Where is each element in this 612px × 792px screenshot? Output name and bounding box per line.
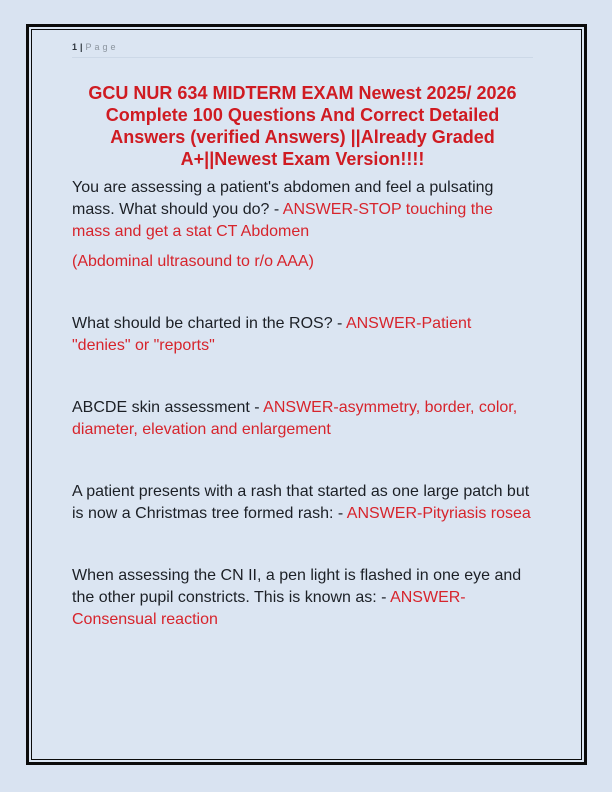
qa-item — [72, 177, 533, 273]
question-text: A patient presents with a rash that started as one large patch but is now a Christmas tree formed rash: - — [72, 483, 530, 522]
page-header — [72, 42, 533, 58]
qa-paragraph — [72, 177, 533, 243]
qa-item — [72, 313, 533, 357]
qa-paragraph — [72, 397, 533, 441]
answer-text: ANSWER-STOP touching the mass and get a stat CT Abdomen — [72, 201, 493, 240]
question-text: ABCDE skin assessment - — [72, 399, 264, 416]
page-number: 1 — [72, 42, 78, 52]
page-border-inner — [31, 29, 582, 760]
qa-paragraph — [72, 313, 533, 357]
page-header-separator: | — [80, 42, 83, 52]
answer-text: ANSWER-Consensual reaction — [72, 589, 466, 628]
question-text: You are assessing a patient's abdomen and feel a pulsating mass. What should you do? - — [72, 179, 494, 218]
qa-paragraph — [72, 481, 533, 525]
question-text: What should be charted in the ROS? - — [72, 315, 346, 332]
answer-text: ANSWER-Patient "denies" or "reports" — [72, 315, 472, 354]
qa-item — [72, 565, 533, 631]
question-text: When assessing the CN II, a pen light is flashed in one eye and the other pupil constricts. This is known as: - — [72, 567, 522, 606]
qa-item — [72, 481, 533, 525]
answer-note: (Abdominal ultrasound to r/o AAA) — [72, 253, 314, 270]
answer-text: ANSWER-asymmetry, border, color, diameter, elevation and enlargement — [72, 399, 518, 438]
document-page — [26, 24, 587, 765]
qa-paragraph — [72, 565, 533, 631]
qa-item — [72, 397, 533, 441]
page-label: Page — [85, 42, 119, 52]
answer-text: ANSWER-Pityriasis rosea — [346, 505, 531, 522]
document-title: GCU NUR 634 MIDTERM EXAM Newest 2025/ 2026 Complete 100 Questions And Correct Detailed Answers (verified Answers) ||Already Graded A+||Newest Exam Version!!!! — [88, 83, 517, 169]
